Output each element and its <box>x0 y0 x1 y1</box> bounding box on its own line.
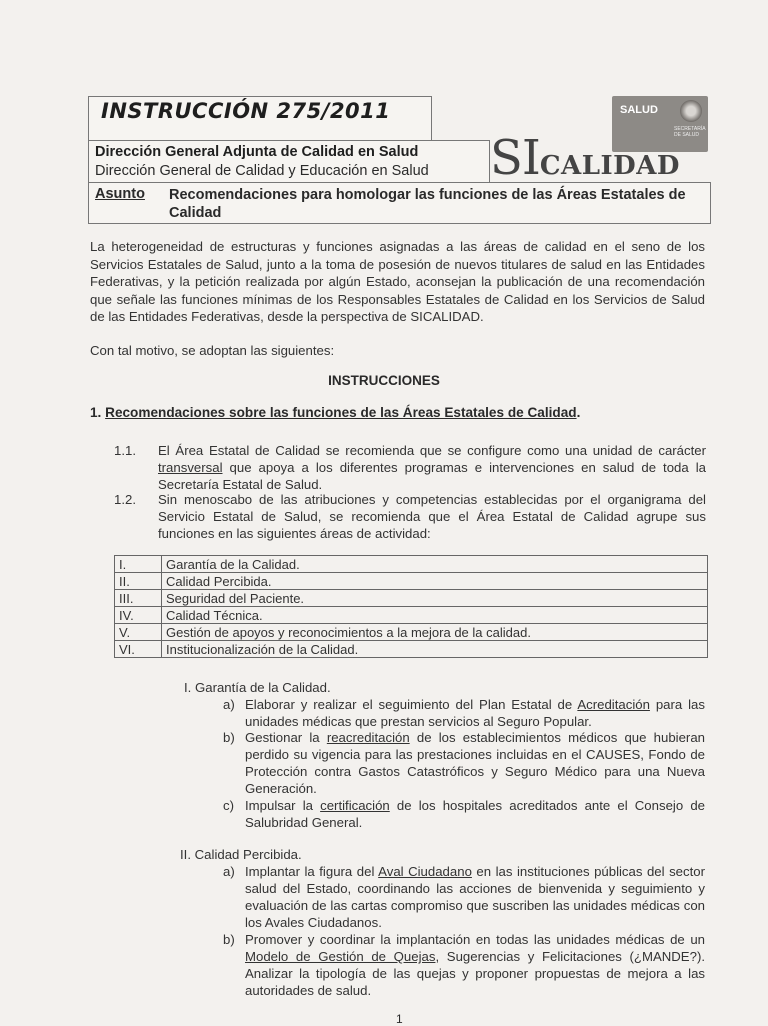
organization-box <box>88 140 490 184</box>
item-label: b) <box>223 932 235 947</box>
table-row <box>115 573 708 590</box>
table-cell-number: VI. <box>115 641 162 658</box>
item-1-1 <box>114 442 706 494</box>
item-1-2 <box>114 491 706 543</box>
page-number: 1 <box>396 1012 403 1026</box>
motivo-paragraph: Con tal motivo, se adoptan las siguientes: <box>90 343 335 358</box>
table-row <box>115 607 708 624</box>
table-cell-number: III. <box>115 590 162 607</box>
areas-table <box>114 555 708 658</box>
table-cell-label: Seguridad del Paciente. <box>162 590 708 607</box>
subsection-1-heading: I. Garantía de la Calidad. <box>184 680 331 695</box>
sicalidad-logo <box>490 130 680 186</box>
subsection-2-item-b <box>223 931 705 999</box>
organization-sub: Dirección General de Calidad y Educación en Salud <box>95 163 429 179</box>
sicalidad-logo-calidad: CALIDAD <box>539 151 680 181</box>
item-label: a) <box>223 697 235 712</box>
section-1-number: 1. <box>90 405 102 420</box>
salud-logo-text: SALUD <box>620 104 658 116</box>
table-row <box>115 590 708 607</box>
subject-box <box>88 182 711 224</box>
item-label: a) <box>223 864 235 879</box>
item-1-1-text: El Área Estatal de Calidad se recomienda que se configure como una unidad de carácter transversal que apoya a los diferentes programas e intervenciones en salud de toda la Secretaría Estatal de Salud. <box>158 443 706 492</box>
subsection-2-heading: II. Calidad Percibida. <box>180 847 302 862</box>
table-row <box>115 556 708 573</box>
intro-paragraph: La heterogeneidad de estructuras y funciones asignadas a las áreas de calidad en el seno de los Servicios Estatales de Salud, junto a la toma de posesión de nuevos titulares de salud en las Entidades Federativas, y la petición realizada por algún Estado, aconsejan la publicación de una recomendación que señale las funciones mínimas de los Responsables Estatales de Calidad en los Servicios de Salud de las Entidades Federativas, desde la perspectiva de SICALIDAD. <box>90 239 705 324</box>
subsection-1-item-a <box>223 696 705 730</box>
item-1-1-underlined: transversal <box>158 460 223 475</box>
subsection-2-item-a <box>223 863 705 931</box>
table-cell-label: Gestión de apoyos y reconocimientos a la mejora de la calidad. <box>162 624 708 641</box>
salud-logo-subtext: SECRETARÍA DE SALUD <box>674 126 706 138</box>
item-1-2-number: 1.2. <box>114 492 136 507</box>
table-cell-number: V. <box>115 624 162 641</box>
table-cell-number: II. <box>115 573 162 590</box>
item-text: Gestionar la reacreditación de los establecimientos médicos que hubieran perdido su vigencia para las prestaciones incluidas en el CAUSES, Fondo de Protección contra Gastos Catastróficos y Seguro Médico para una Nueva Generación. <box>245 730 705 796</box>
item-1-1-number: 1.1. <box>114 443 136 458</box>
table-row <box>115 641 708 658</box>
table-cell-label: Calidad Percibida. <box>162 573 708 590</box>
item-text: Elaborar y realizar el seguimiento del Plan Estatal de Acreditación para las unidades médicas que prestan servicios al Seguro Popular. <box>245 697 705 729</box>
item-text: Impulsar la certificación de los hospitales acreditados ante el Consejo de Salubridad General. <box>245 798 705 830</box>
sicalidad-logo-si: SI <box>490 130 540 186</box>
item-label: b) <box>223 730 235 745</box>
subsection-1-item-c <box>223 797 705 831</box>
subject-label: Asunto <box>95 186 145 202</box>
document-title: INSTRUCCIÓN 275/2011 <box>101 99 391 123</box>
section-1-heading: 1. Recomendaciones sobre las funciones de las Áreas Estatales de Calidad. <box>90 405 581 420</box>
item-label: c) <box>223 798 234 813</box>
organization-main: Dirección General Adjunta de Calidad en Salud <box>95 144 419 160</box>
section-1-title: Recomendaciones sobre las funciones de las Áreas Estatales de Calidad <box>105 405 577 420</box>
table-cell-label: Institucionalización de la Calidad. <box>162 641 708 658</box>
instructions-heading: INSTRUCCIONES <box>328 373 440 388</box>
item-1-2-text: Sin menoscabo de las atribuciones y competencias establecidas por el organigrama del Servicio Estatal de Salud, se recomienda que el Área Estatal de Calidad agrupe sus funciones en las siguientes áreas de actividad: <box>158 492 706 541</box>
table-row <box>115 624 708 641</box>
table-cell-label: Garantía de la Calidad. <box>162 556 708 573</box>
document-title-box <box>88 96 432 141</box>
table-cell-number: IV. <box>115 607 162 624</box>
table-cell-number: I. <box>115 556 162 573</box>
item-text: Promover y coordinar la implantación en todas las unidades médicas de un Modelo de Gestión de Quejas, Sugerencias y Felicitaciones (¿MANDE?). Analizar la tipología de las quejas y proponer propuestas de mejora a las autoridades de salud. <box>245 932 705 998</box>
seal-icon <box>680 100 702 122</box>
table-cell-label: Calidad Técnica. <box>162 607 708 624</box>
item-text: Implantar la figura del Aval Ciudadano en las instituciones públicas del sector salud del Estado, coordinando las acciones de bienvenida y seguimiento y evaluación de las cartas compromiso que suscriben las unidades médicas con los Avales Ciudadanos. <box>245 864 706 930</box>
subject-text: Recomendaciones para homologar las funciones de las Áreas Estatales de Calidad <box>169 187 686 221</box>
subsection-1-item-b <box>223 729 705 797</box>
